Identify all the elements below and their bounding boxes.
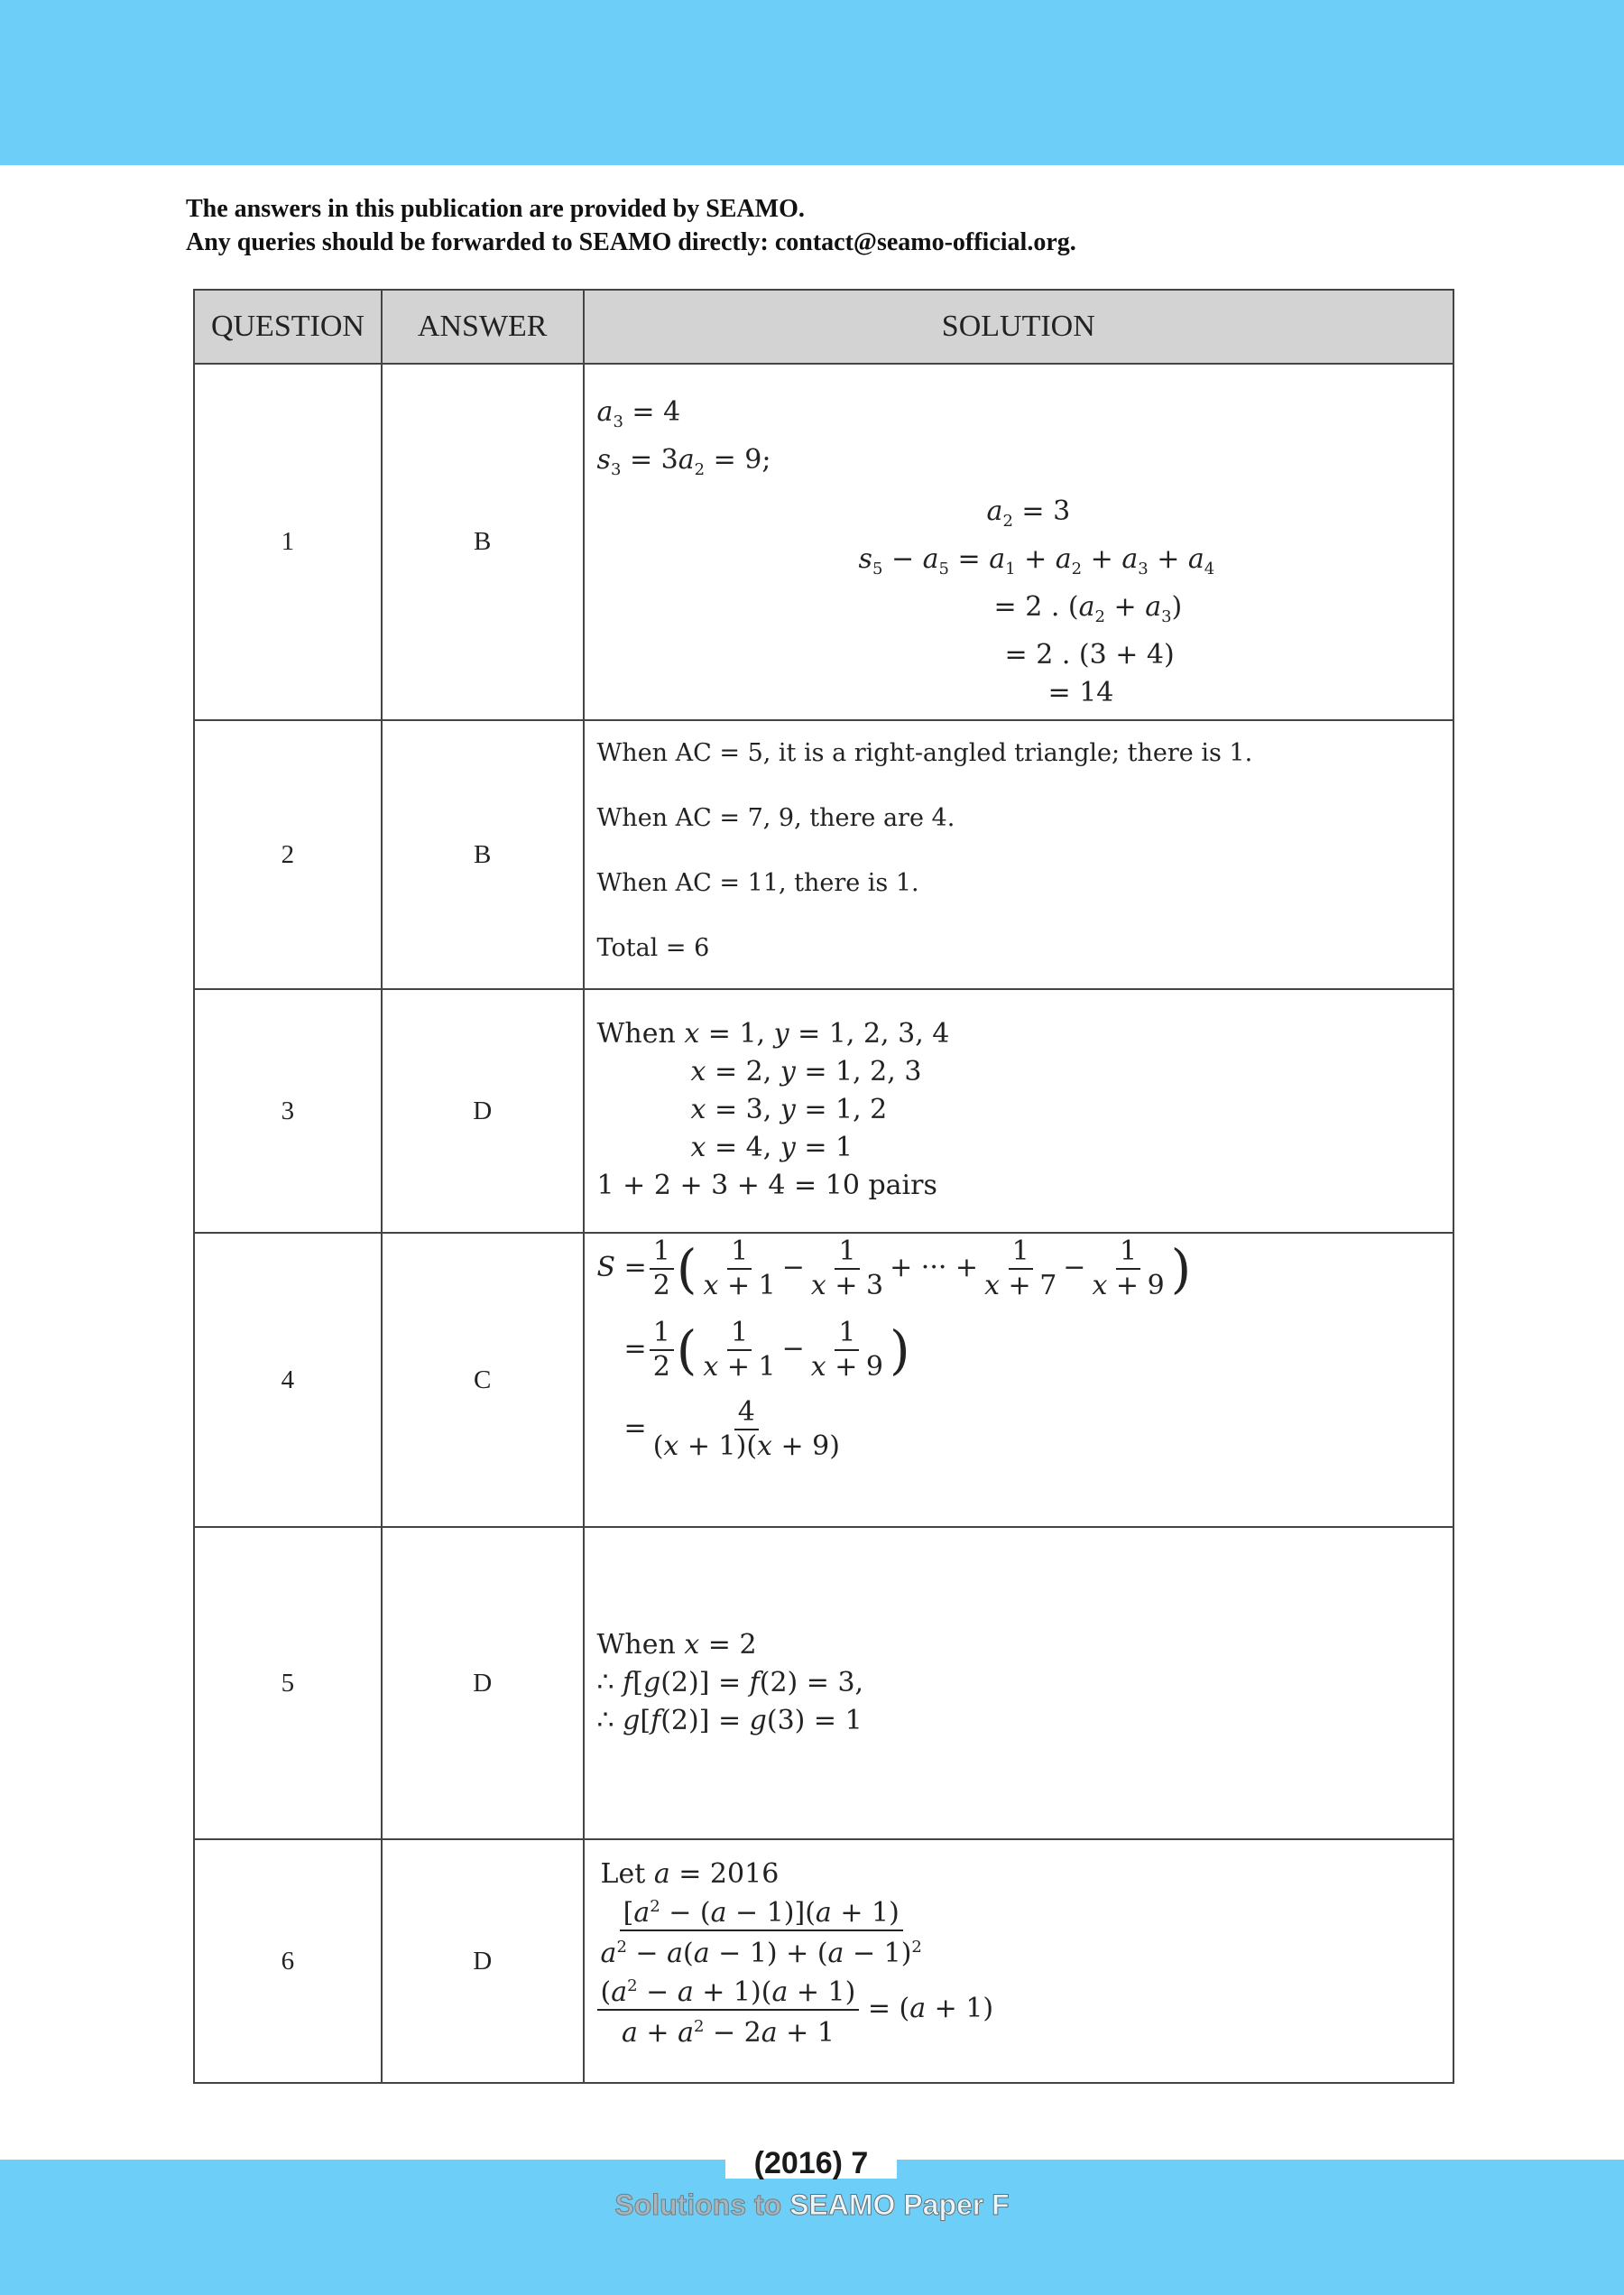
- solution-line: When AC = 5, it is a right-angled triangle; there is 1.: [596, 739, 1253, 767]
- answer-letter: D: [382, 1839, 584, 2083]
- solution-cell: [584, 720, 1453, 989]
- footer-title: [0, 2189, 1624, 2222]
- solution-line: When AC = 7, 9, there are 4.: [596, 804, 955, 832]
- table-row: [194, 1839, 1453, 2083]
- solution-line: $\frac{[a^2 - (a - 1)](a + 1)}{a^2 - a(a - 1) + (a - 1)^2}$: [597, 1891, 1440, 1970]
- table-row: [194, 1527, 1453, 1839]
- solution-line: = $\frac{4}{(x + 1)(x + 9)}$: [623, 1396, 840, 1462]
- table-header-row: [194, 290, 1453, 364]
- solution-line: S = $\frac{1}{2}$ ( $\frac{1}{x + 1}$ − $\frac{1}{x + 3}$ + ··· + $\frac{1}{x + 7}$ − $\frac{1}{x + 9}$ ): [596, 1235, 1192, 1301]
- table-row: [194, 989, 1453, 1233]
- table-row: [194, 1233, 1453, 1527]
- header-question: QUESTION: [194, 290, 382, 364]
- solution-line: = $\frac{1}{2}$ ( $\frac{1}{x + 1}$ − $\frac{1}{x + 9}$ ): [623, 1317, 910, 1383]
- solution-line: Total = 6: [596, 934, 710, 962]
- solution-cell: [584, 1527, 1453, 1839]
- solution-line: = 2 . $(a_2 + a_3)$: [993, 591, 1183, 626]
- solution-line: When x = 2: [596, 1629, 757, 1661]
- solution-line: 1 + 2 + 3 + 4 = 10 pairs: [596, 1170, 937, 1201]
- solution-line: = 2 . (3 + 4): [1004, 639, 1175, 671]
- publication-notice: [186, 192, 1076, 259]
- solution-line: ∴ f[g(2)] = f(2) = 3,: [596, 1667, 864, 1698]
- question-number: 2: [194, 720, 382, 989]
- header-solution: SOLUTION: [584, 290, 1453, 364]
- header-answer: ANSWER: [382, 290, 584, 364]
- header-band: [0, 0, 1624, 165]
- solution-cell: [584, 1839, 1453, 2083]
- solution-line: Let a = 2016: [600, 1858, 780, 1890]
- solution-line: $a_2 = 3$: [986, 495, 1071, 531]
- table-row: [194, 720, 1453, 989]
- question-number: 1: [194, 364, 382, 720]
- solutions-table: [193, 289, 1454, 2084]
- answer-letter: C: [382, 1233, 584, 1527]
- solution-cell: [584, 1233, 1453, 1527]
- solution-line: = 14: [1047, 677, 1114, 708]
- answer-letter: B: [382, 364, 584, 720]
- question-number: 3: [194, 989, 382, 1233]
- solution-line: x = 2, y = 1, 2, 3: [690, 1056, 922, 1087]
- solution-line: $a_3 = 4$: [596, 396, 681, 431]
- solution-line: $\frac{(a^2 - a + 1)(a + 1)}{a + a^2 - 2a + 1}$ = (a + 1): [597, 1970, 1440, 2050]
- question-number: 4: [194, 1233, 382, 1527]
- footer-title-part2: SEAMO Paper F: [789, 2189, 1010, 2221]
- solution-line: When AC = 11, there is 1.: [596, 869, 919, 897]
- solution-line: $s_3 = 3a_2 = 9$;: [596, 444, 771, 479]
- solution-cell: [584, 989, 1453, 1233]
- answer-letter: D: [382, 1527, 584, 1839]
- answer-letter: B: [382, 720, 584, 989]
- solution-line: x = 4, y = 1: [690, 1132, 854, 1163]
- notice-line-2: Any queries should be forwarded to SEAMO directly: contact@seamo-official.org.: [186, 228, 1076, 256]
- solution-line: ∴ g[f(2)] = g(3) = 1: [596, 1705, 863, 1736]
- question-number: 5: [194, 1527, 382, 1839]
- solution-cell: [584, 364, 1453, 720]
- page-number: (2016) 7: [725, 2146, 897, 2179]
- solution-line: $s_5 - a_5 = a_1 + a_2 + a_3 + a_4$: [858, 543, 1215, 578]
- footer-title-part1: Solutions to: [614, 2189, 790, 2221]
- table-row: [194, 364, 1453, 720]
- answer-letter: D: [382, 989, 584, 1233]
- question-number: 6: [194, 1839, 382, 2083]
- notice-line-1: The answers in this publication are provided by SEAMO.: [186, 195, 805, 223]
- solution-line: x = 3, y = 1, 2: [690, 1094, 888, 1125]
- solution-line: When x = 1, y = 1, 2, 3, 4: [596, 1018, 950, 1050]
